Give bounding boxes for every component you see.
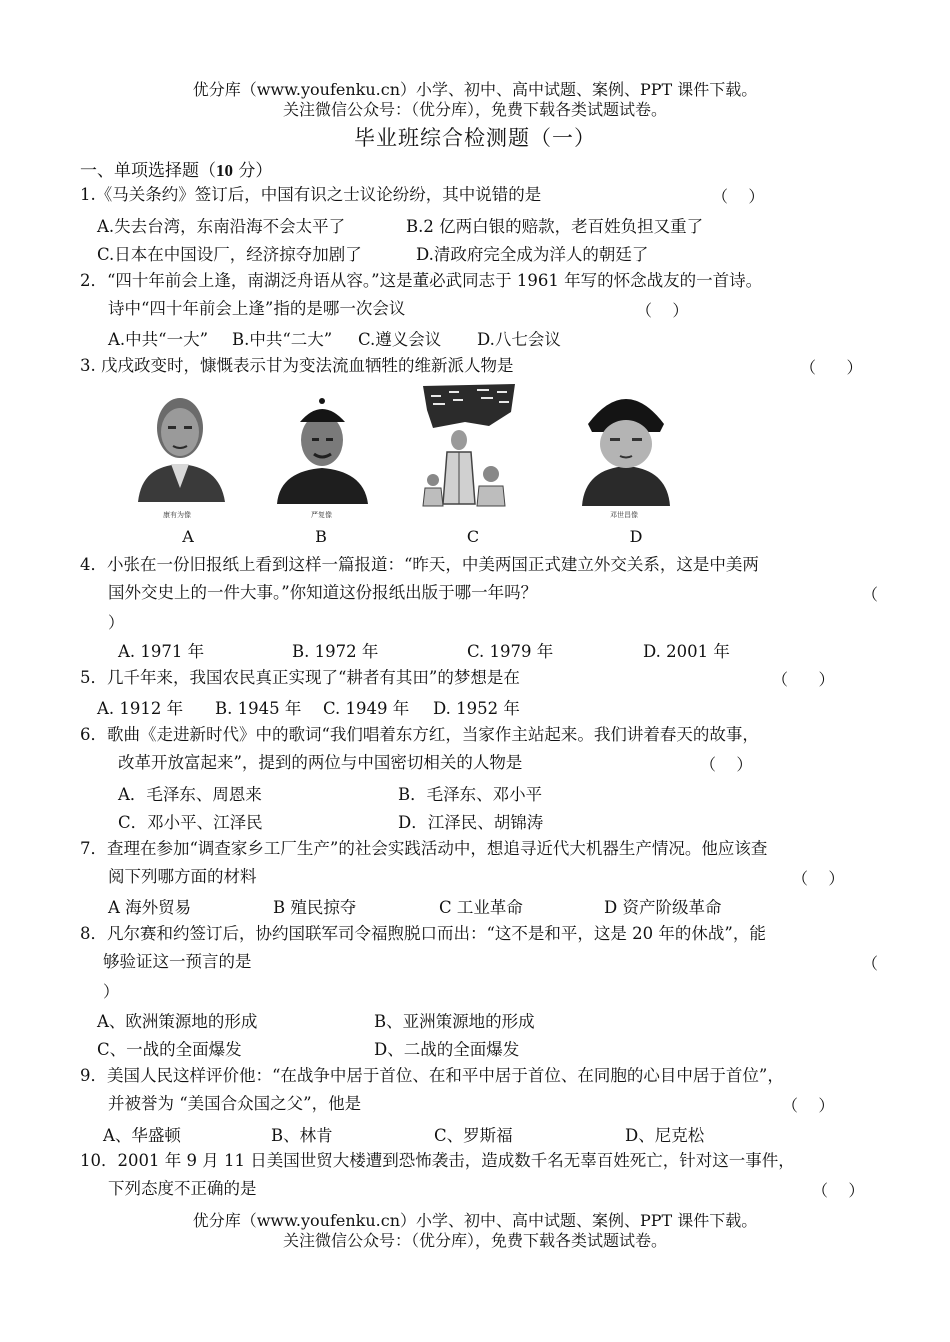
q1-stem: 1.《马关条约》签订后，中国有识之士议论纷纷，其中说错的是 [80,185,542,204]
q4-option-a: A. 1971 年 [118,642,205,661]
footer-line-2: 关注微信公众号：（优分库），免费下载各类试题试卷。 [282,1231,667,1250]
q9-option-c: C、罗斯福 [434,1126,513,1145]
portrait-a-image [133,384,228,504]
picture-label-c: C [466,527,480,546]
q9-answer-paren: （ ） [782,1096,835,1115]
q8-stem-line-2: 够验证这一预言的是 [103,952,252,971]
q5-option-b: B. 1945 年 [215,699,302,718]
q1-option-d: D.清政府完全成为洋人的朝廷了 [416,245,649,264]
header-line-1: 优分库（www.youfenku.cn）小学、初中、高中试题、案例、PPT 课件下载。 [192,80,758,99]
q5-option-c: C. 1949 年 [323,699,410,718]
portrait-d-image [580,382,672,508]
q9-option-b: B、林肯 [271,1126,333,1145]
q5-answer-paren: （ ） [772,670,835,689]
q5-stem: 5．几千年来，我国农民真正实现了“耕者有其田”的梦想是在 [80,668,520,687]
q1-option-a: A.失去台湾，东南沿海不会太平了 [97,217,346,236]
picture-c-image [419,382,519,512]
q6-option-a: A．毛泽东、周恩来 [118,785,262,804]
q6-stem: 6．歌曲《走进新时代》中的歌词“我们唱着东方红，当家作主站起来。我们讲着春天的故事， [80,725,759,744]
q7-option-b: B 殖民掠夺 [273,898,357,917]
q2-stem: 2．“四十年前会上逢，南湖泛舟语从容。”这是董必武同志于 1961 年写的怀念战友的一首诗。 [80,271,763,290]
q8-stem: 8．凡尔赛和约签订后，协约国联军司令福煦脱口而出：“这不是和平，这是 20 年的休战”，能 [80,924,766,943]
q8-paren-open: （ [862,954,879,973]
q4-paren-open: （ [862,585,879,604]
q2-stem-line-2: 诗中“四十年前会上逢”指的是哪一次会议 [108,299,406,318]
footer-line-1: 优分库（www.youfenku.cn）小学、初中、高中试题、案例、PPT 课件下载。 [192,1211,758,1230]
q5-option-d: D. 1952 年 [433,699,520,718]
q8-option-b: B、亚洲策源地的形成 [374,1012,535,1031]
q4-option-b: B. 1972 年 [292,642,379,661]
q2-option-c: C.遵义会议 [358,330,442,349]
q5-option-a: A. 1912 年 [97,699,184,718]
q2-option-a: A.中共“一大” [108,330,209,349]
q7-stem: 7．查理在参加“调查家乡工厂生产”的社会实践活动中，想追寻近代大机器生产情况。他应该查 [80,839,768,858]
q8-option-c: C、一战的全面爆发 [97,1040,242,1059]
q3-stem: 3. 戊戌政变时，慷慨表示甘为变法流血牺牲的维新派人物是 [80,356,514,375]
header-line-2: 关注微信公众号：（优分库），免费下载各类试题试卷。 [282,100,667,119]
q10-stem-line-2: 下列态度不正确的是 [108,1179,257,1198]
section-prefix: 一、单项选择题（ [80,161,216,181]
page-title: 毕业班综合检测题（一） [354,126,596,150]
portrait-b-caption: 严复像 [311,511,332,519]
q8-paren-close: ） [103,982,120,1001]
q7-option-d: D 资产阶级革命 [604,898,722,917]
portrait-a-caption: 康有为像 [163,511,191,519]
q7-option-c: C 工业革命 [439,898,523,917]
q4-option-d: D. 2001 年 [643,642,730,661]
q10-answer-paren: （ ） [812,1181,865,1200]
section-heading [80,156,272,181]
q6-stem-line-2: 改革开放富起来”，提到的两位与中国密切相关的人物是 [118,753,523,772]
q7-option-a: A 海外贸易 [108,898,192,917]
q2-option-d: D.八七会议 [477,330,561,349]
picture-label-b: B [315,527,327,546]
q7-answer-paren: （ ） [792,869,845,888]
q2-option-b: B.中共“二大” [232,330,333,349]
picture-label-d: D [629,527,643,546]
q2-answer-paren: （ ） [636,301,689,320]
q8-option-d: D、二战的全面爆发 [374,1040,520,1059]
q7-stem-line-2: 阅下列哪方面的材料 [108,867,257,886]
q6-option-b: B．毛泽东、邓小平 [398,785,543,804]
q3-answer-paren: （ ） [800,358,863,377]
q6-answer-paren: （ ） [700,755,753,774]
q4-paren-close: ） [108,613,125,632]
q4-stem: 4．小张在一份旧报纸上看到这样一篇报道：“昨天，中美两国正式建立外交关系，这是中美两 [80,555,759,574]
q6-option-d: D．江泽民、胡锦涛 [398,813,544,832]
q1-option-c: C.日本在中国设厂，经济掠夺加剧了 [97,245,362,264]
portrait-b-image [275,394,370,506]
q8-option-a: A、欧洲策源地的形成 [97,1012,258,1031]
section-suffix: 分） [233,161,273,181]
q1-answer-paren: （ ） [712,187,765,206]
q9-stem-line-2: 并被誉为 “美国合众国之父”，他是 [108,1094,362,1113]
portrait-d-caption: 邓世昌像 [610,511,638,519]
q10-stem: 10．2001 年 9 月 11 日美国世贸大楼遭到恐怖袭击，造成数千名无辜百姓死亡，针对这一事件， [80,1151,795,1170]
q4-stem-line-2: 国外交史上的一件大事。”你知道这份报纸出版于哪一年吗？ [108,583,538,602]
q1-option-b: B.2 亿两白银的赔款，老百姓负担又重了 [406,217,704,236]
q9-option-d: D、尼克松 [625,1126,705,1145]
q9-stem: 9．美国人民这样评价他：“在战争中居于首位、在和平中居于首位、在同胞的心目中居于首位”， [80,1066,784,1085]
picture-label-a: A [182,527,194,546]
section-score: 10 [216,161,233,180]
q6-option-c: C．邓小平、江泽民 [118,813,263,832]
q4-option-c: C. 1979 年 [467,642,554,661]
q9-option-a: A、华盛顿 [103,1126,181,1145]
